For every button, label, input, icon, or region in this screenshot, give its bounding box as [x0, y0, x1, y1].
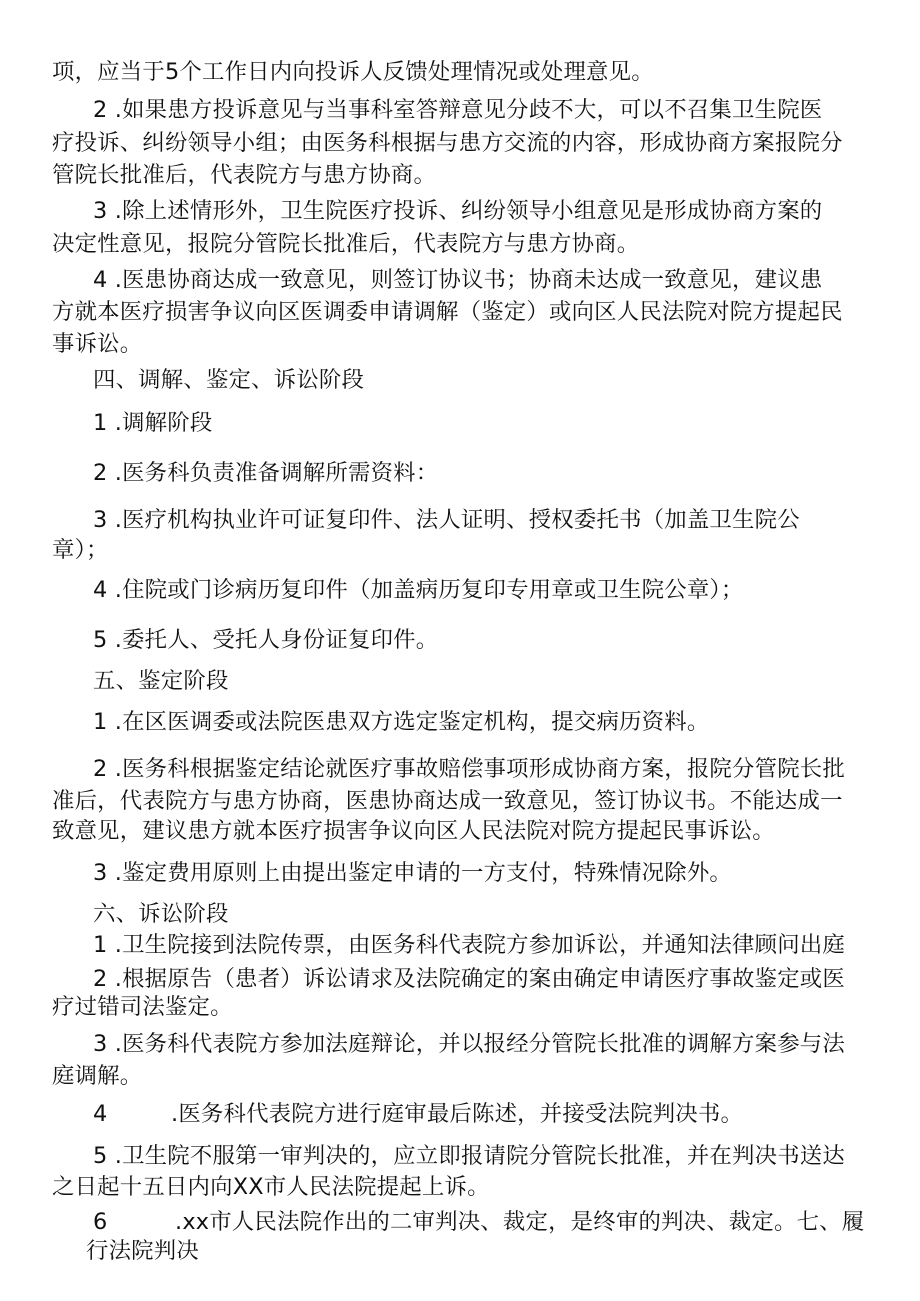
text-line: 3 .鉴定费用原则上由提出鉴定申请的一方支付，特殊情况除外。 [93, 860, 733, 886]
item-number: 6 [93, 1209, 108, 1235]
text-line: 3 .除上述情形外，卫生院医疗投诉、纠纷领导小组意见是形成协商方案的 [93, 198, 823, 224]
text-line: 行法院判决 [86, 1238, 199, 1264]
item-number: 4 [93, 1101, 108, 1127]
text-line [93, 1207, 864, 1237]
text-line: 3 .医务科代表院方参加法庭辩论，并以报经分管院长批准的调解方案参与法 [93, 1031, 845, 1057]
text-line: 4 .医患协商达成一致意见，则签订协议书；协商未达成一致意见，建议患 [93, 267, 823, 293]
item-text: .医务科代表院方进行庭审最后陈述，并接受法院判决书。 [171, 1101, 744, 1127]
text-line: 章）； [52, 537, 109, 563]
text-line: 2 .医务科负责准备调解所需资料： [93, 460, 439, 486]
text-line [93, 1099, 743, 1129]
text-line: 2 .医务科根据鉴定结论就医疗事故赔偿事项形成协商方案，报院分管院长批 [93, 756, 845, 782]
section-heading: 五、鉴定阶段 [93, 668, 229, 694]
text-line: 事诉讼。 [52, 331, 143, 357]
text-line: 1 .卫生院接到法院传票，由医务科代表院方参加诉讼，并通知法律顾问出庭 [93, 932, 845, 958]
text-line: 4 .住院或门诊病历复印件（加盖病历复印专用章或卫生院公章）； [93, 577, 744, 603]
text-line: 疗投诉、纠纷领导小组；由医务科根据与患方交流的内容，形成协商方案报院分 [52, 130, 843, 156]
text-line: 准后，代表院方与患方协商，医患协商达成一致意见，签订协议书。不能达成一 [52, 788, 843, 814]
text-line: 5 .卫生院不服第一审判决的，应立即报请院分管院长批准，并在判决书送达 [93, 1143, 845, 1169]
text-line: 疗过错司法鉴定。 [52, 994, 233, 1020]
text-line: 庭调解。 [52, 1063, 143, 1089]
text-line: 5 .委托人、受托人身份证复印件。 [93, 627, 439, 653]
item-text: .xx市人民法院作出的二审判决、裁定，是终审的判决、裁定。七、履 [175, 1209, 865, 1235]
text-line: 2 .如果患方投诉意见与当事科室答辩意见分歧不大，可以不召集卫生院医 [93, 97, 823, 123]
text-line: 管院长批准后，代表院方与患方协商。 [52, 162, 437, 188]
text-line: 3 .医疗机构执业许可证复印件、法人证明、授权委托书（加盖卫生院公 [93, 507, 800, 533]
text-line: 1 .调解阶段 [93, 410, 213, 436]
text-line: 致意见，建议患方就本医疗损害争议向区人民法院对院方提起民事诉讼。 [52, 818, 775, 844]
section-heading: 六、诉讼阶段 [93, 901, 229, 927]
text-line: 决定性意见，报院分管院长批准后，代表院方与患方协商。 [52, 231, 640, 257]
text-line: 1 .在区医调委或法院医患双方选定鉴定机构，提交病历资料。 [93, 709, 710, 735]
section-heading: 四、调解、鉴定、诉讼阶段 [93, 367, 365, 393]
text-line: 项，应当于5个工作日内向投诉人反馈处理情况或处理意见。 [52, 59, 654, 85]
text-line: 方就本医疗损害争议向区医调委申请调解（鉴定）或向区人民法院对院方提起民 [52, 299, 843, 325]
text-line: 之日起十五日内向XX市人民法院提起上诉。 [52, 1174, 490, 1200]
text-line: 2 .根据原告（患者）诉讼请求及法院确定的案由确定申请医疗事故鉴定或医 [93, 966, 845, 992]
